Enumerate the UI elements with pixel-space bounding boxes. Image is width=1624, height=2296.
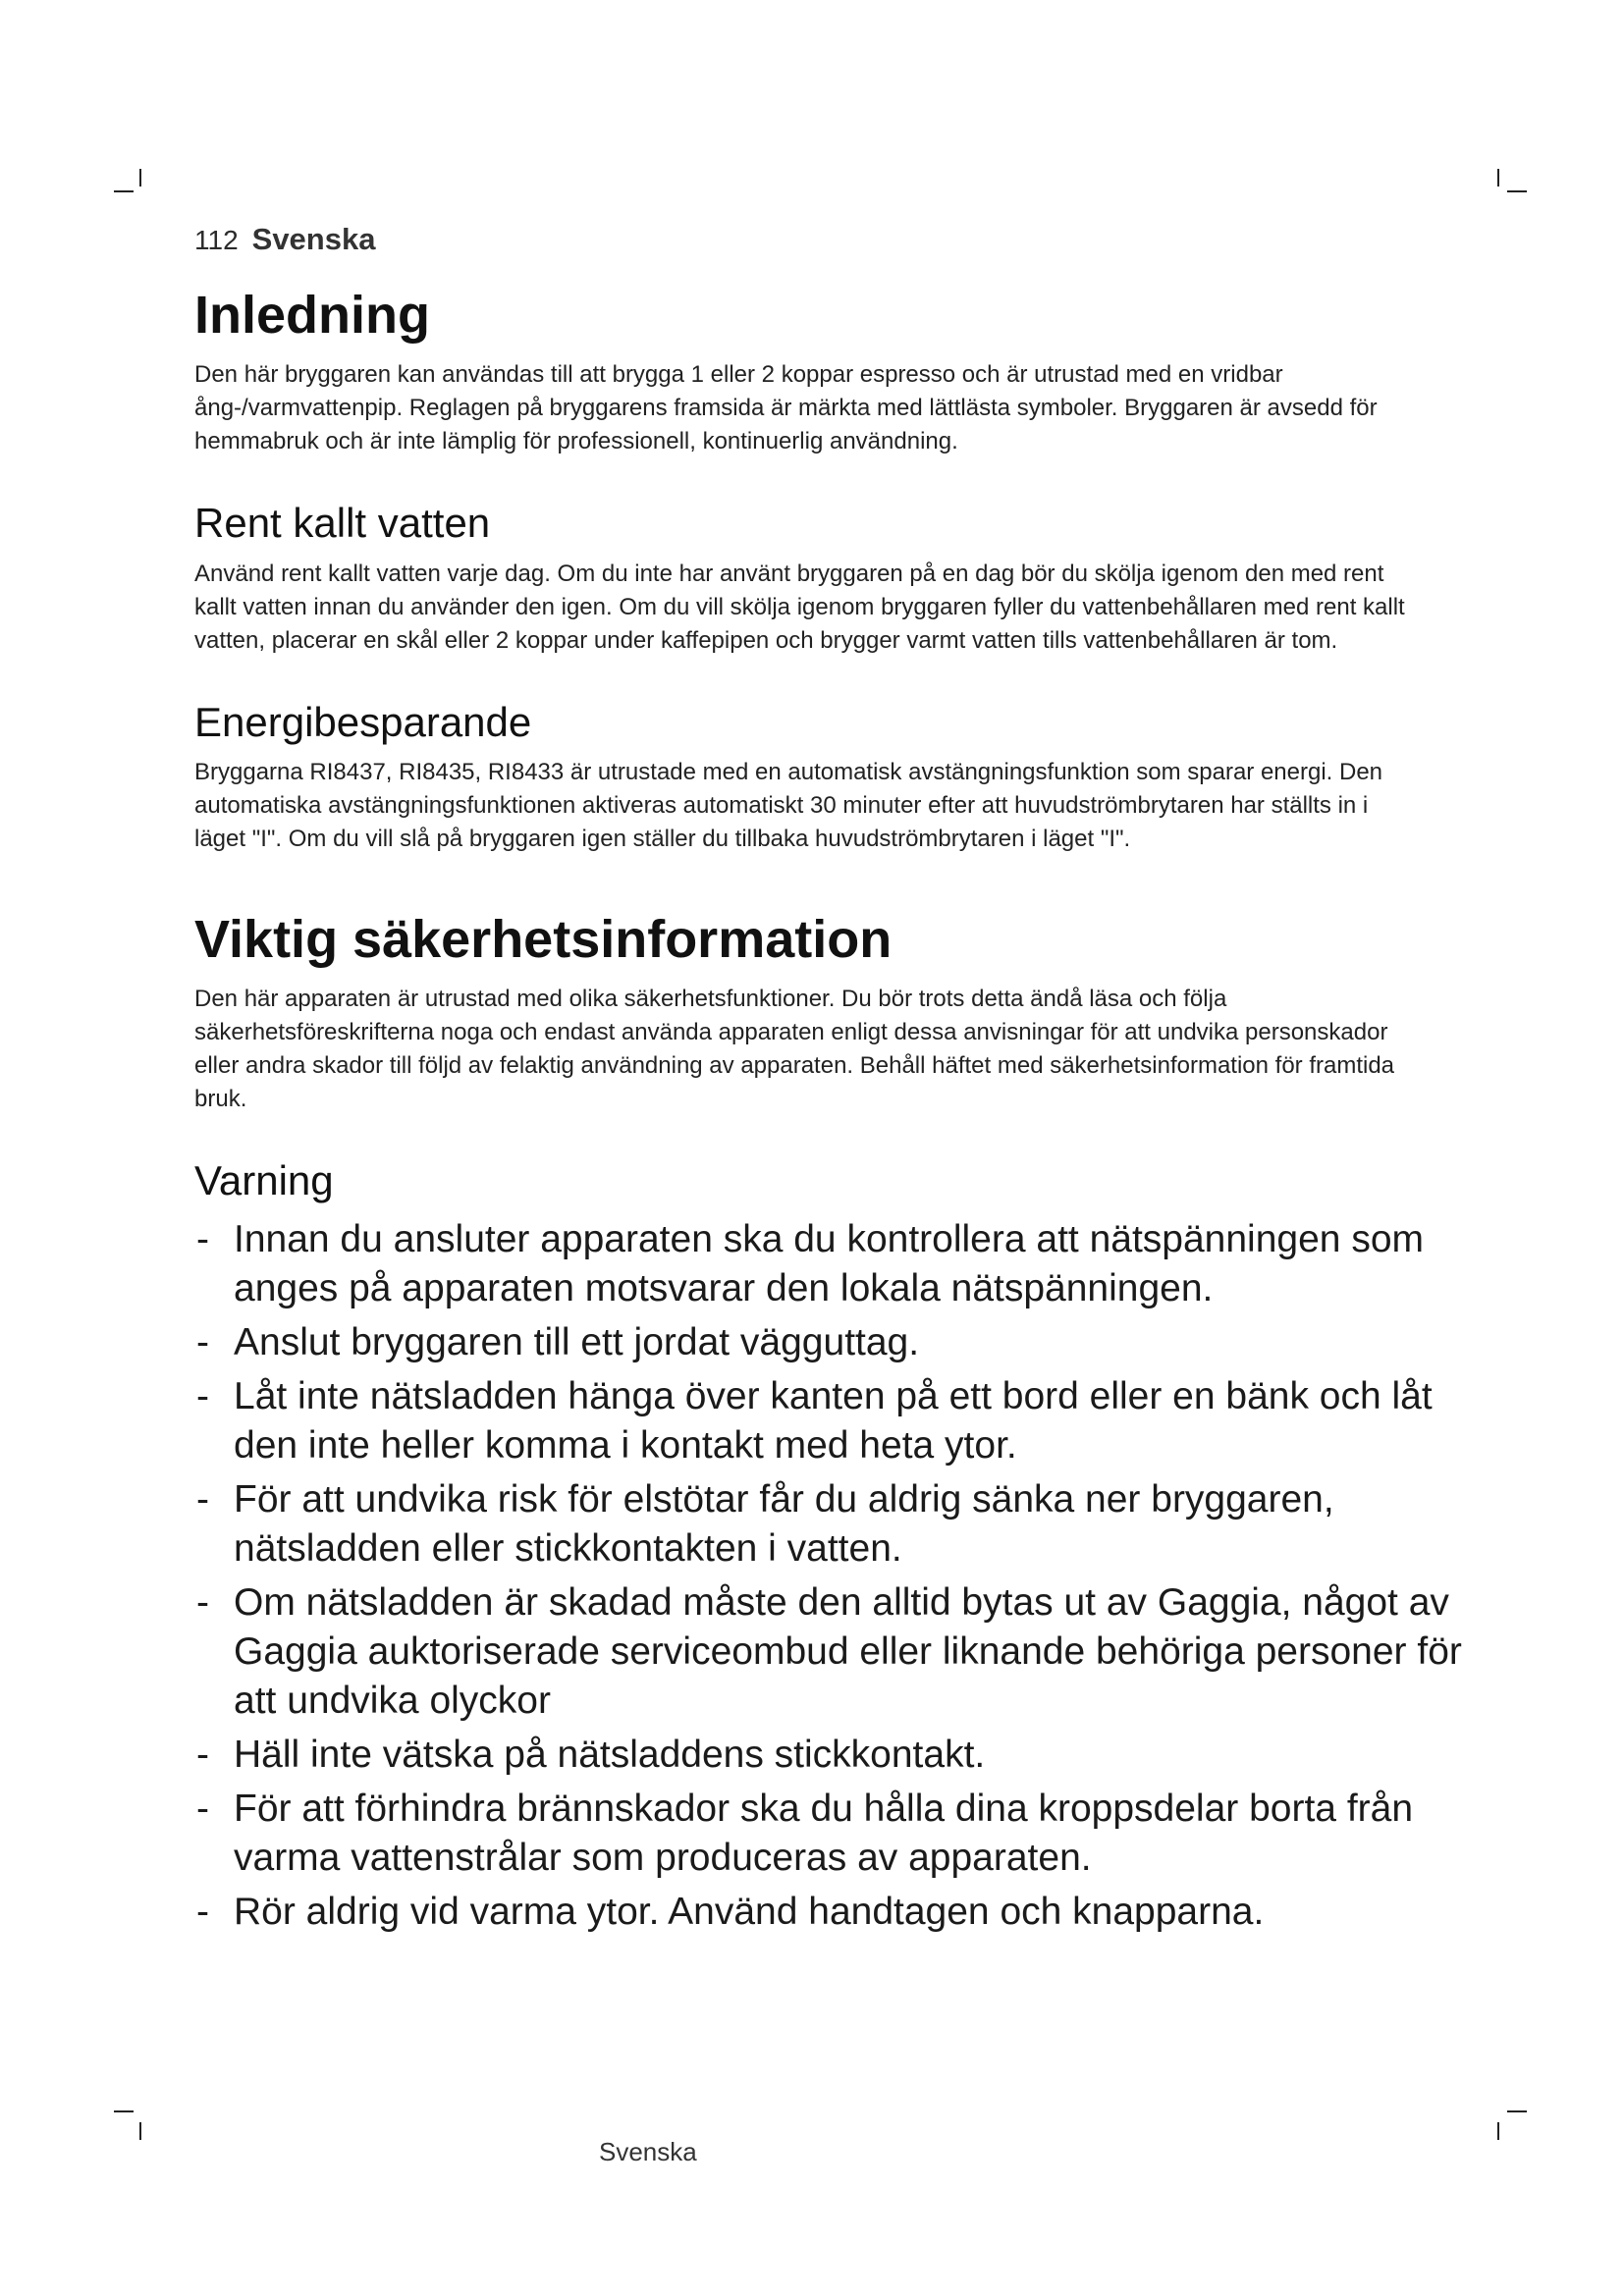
list-item	[194, 1731, 1471, 1780]
list-dash: -	[196, 1890, 209, 1933]
energy-text: Bryggarna RI8437, RI8435, RI8433 är utrustade med en automatisk avstängningsfunktion som sparar energi. Den automatiska avstängningsfunktionen aktiveras automatiskt 30 minuter efter att huvudströmbrytaren har ställts in i läget "I". Om du vill slå på bryggaren igen ställer du tillbaka huvudströmbrytaren i läget "I".	[194, 758, 1383, 852]
header-language: Svenska	[251, 222, 376, 256]
list-item-text: För att undvika risk för elstötar får du aldrig sänka ner bryggaren, nätsladden eller stickkontakten i vatten.	[234, 1477, 1334, 1570]
crop-mark-bottom-left-v	[139, 2122, 141, 2140]
list-item-text: Innan du ansluter apparaten ska du kontrollera att nätspänningen som anges på apparaten motsvarar den lokala nätspänningen.	[234, 1217, 1424, 1309]
list-dash: -	[196, 1787, 209, 1830]
list-item-text: Låt inte nätsladden hänga över kanten på ett bord eller en bänk och låt den inte heller komma i kontakt med heta ytor.	[234, 1374, 1433, 1467]
crop-mark-bottom-right-v	[1497, 2122, 1499, 2140]
list-item	[194, 1888, 1471, 1937]
page-footer: Svenska	[599, 2137, 697, 2166]
safety-title: Viktig säkerhetsinformation	[194, 909, 893, 969]
warning-list	[194, 1215, 1471, 1937]
list-item-text: Anslut bryggaren till ett jordat vägguttag.	[234, 1320, 920, 1363]
crop-mark-top-left-h	[114, 190, 134, 192]
list-dash: -	[196, 1580, 209, 1624]
list-item	[194, 1318, 1471, 1367]
list-item-text: Rör aldrig vid varma ytor. Använd handtagen och knapparna.	[234, 1890, 1265, 1933]
list-dash: -	[196, 1320, 209, 1363]
list-dash: -	[196, 1733, 209, 1776]
crop-mark-top-right-h	[1507, 190, 1527, 192]
cold-water-title: Rent kallt vatten	[194, 500, 491, 547]
intro-title: Inledning	[194, 286, 430, 345]
list-item	[194, 1578, 1471, 1726]
safety-text: Den här apparaten är utrustad med olika säkerhetsfunktioner. Du bör trots detta ändå läsa och följa säkerhetsföreskrifterna noga och endast använda apparaten enligt dessa anvisningar för att undvika personskador eller andra skador till följd av felaktig användning av apparaten. Behåll häftet med säkerhetsinformation för framtida bruk.	[194, 986, 1395, 1113]
crop-mark-bottom-left-h	[114, 2110, 134, 2112]
energy-title: Energibesparande	[194, 698, 532, 745]
warning-title: Varning	[194, 1157, 334, 1204]
list-item	[194, 1475, 1471, 1574]
list-item	[194, 1215, 1471, 1313]
crop-mark-bottom-right-h	[1507, 2110, 1527, 2112]
list-item-text: Om nätsladden är skadad måste den alltid bytas ut av Gaggia, något av Gaggia auktoriserade serviceombud eller liknande behöriga personer för att undvika olyckor	[234, 1580, 1462, 1722]
list-item-text: För att förhindra brännskador ska du hålla dina kroppsdelar borta från varma vattenstrålar som produceras av apparaten.	[234, 1787, 1414, 1879]
list-dash: -	[196, 1477, 209, 1521]
cold-water-text: Använd rent kallt vatten varje dag. Om du inte har använt bryggaren på en dag bör du skölja igenom den med rent kallt vatten innan du använder den igen. Om du vill skölja igenom bryggaren fyller du vattenbehållaren med rent kallt vatten, placerar en skål eller 2 koppar under kaffepipen och brygger varmt vatten tills vattenbehållaren är tom.	[194, 560, 1405, 654]
list-dash: -	[196, 1374, 209, 1417]
intro-text: Den här bryggaren kan användas till att brygga 1 eller 2 koppar espresso och är utrustad med en vridbar ång-/varmvattenpip. Reglagen på bryggarens framsida är märkta med lättlästa symboler. Bryggaren är avsedd för hemmabruk och är inte lämplig för professionell, kontinuerlig användning.	[194, 361, 1378, 455]
page-number: 112	[194, 225, 239, 255]
list-item-text: Häll inte vätska på nätsladdens stickkontakt.	[234, 1733, 986, 1776]
page-content	[194, 287, 1471, 1942]
list-item	[194, 1372, 1471, 1470]
page-header	[194, 222, 375, 257]
list-dash: -	[196, 1217, 209, 1260]
crop-mark-top-left-v	[139, 169, 141, 187]
list-item	[194, 1785, 1471, 1883]
crop-mark-top-right-v	[1497, 169, 1499, 187]
